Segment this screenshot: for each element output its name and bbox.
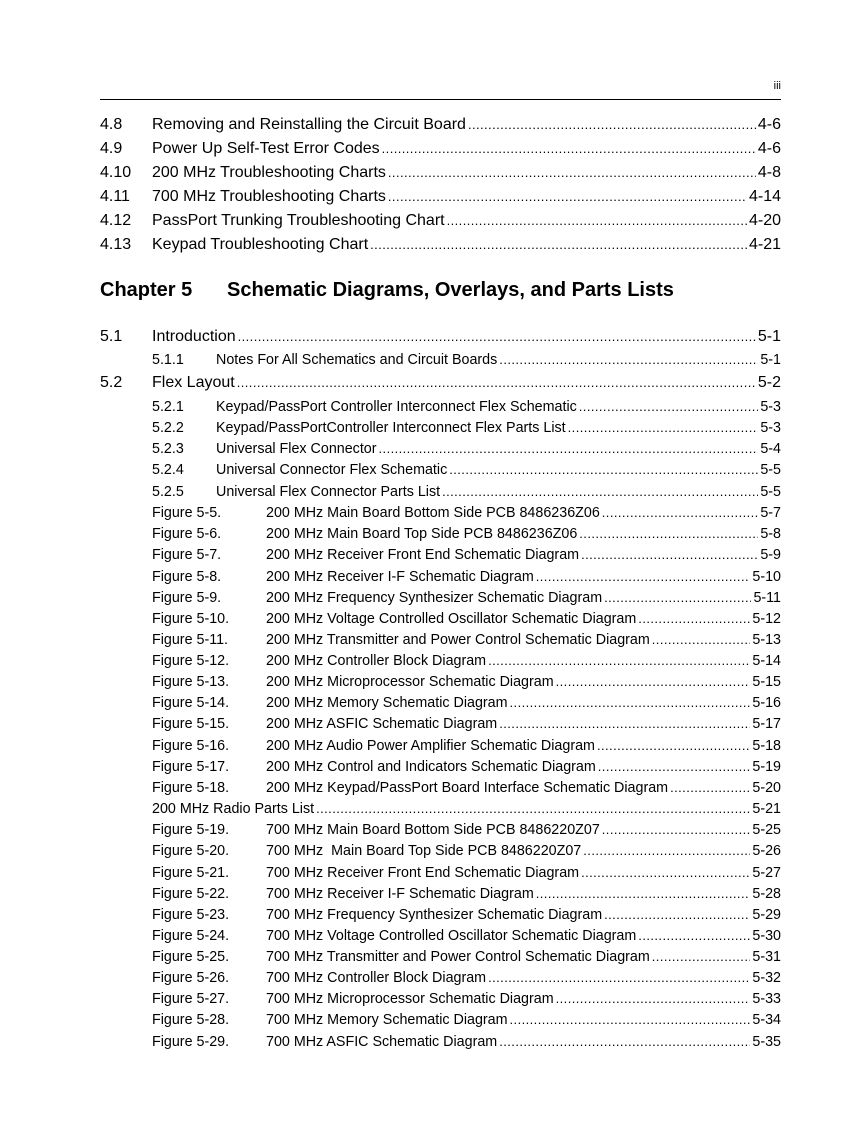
entry-title: Keypad Troubleshooting Chart <box>152 236 369 253</box>
entry-number: 5.1 <box>100 328 123 345</box>
entry-page: 5-15 <box>752 674 781 690</box>
dot-leader <box>602 505 759 521</box>
entry-page: 4-20 <box>748 212 781 229</box>
entry-number: 5.2.4 <box>152 462 184 478</box>
entry-page: 5-27 <box>752 865 781 881</box>
toc-entry-5-1-1[interactable] <box>100 352 781 372</box>
entry-number: Figure 5-27. <box>152 991 230 1007</box>
dot-leader <box>442 484 758 500</box>
entry-page: 5-13 <box>752 632 781 648</box>
entry-number: 5.2.1 <box>152 399 184 415</box>
toc-entry-4-9[interactable] <box>100 140 781 162</box>
dot-leader <box>237 374 756 392</box>
dot-leader <box>602 822 751 838</box>
entry-title: 200 MHz Memory Schematic Diagram <box>266 695 508 711</box>
toc-entry-5-2-3[interactable] <box>100 441 781 461</box>
entry-page: 5-3 <box>760 420 781 436</box>
toc-entry-4-8[interactable] <box>100 116 781 138</box>
dot-leader <box>597 738 750 754</box>
entry-title: Universal Flex Connector Parts List <box>216 484 441 500</box>
entry-page: 4-21 <box>748 236 781 253</box>
toc-figure-5-15[interactable] <box>100 716 781 736</box>
entry-number: Figure 5-6. <box>152 526 222 542</box>
dot-leader <box>382 140 756 158</box>
entry-page: 5-10 <box>752 569 781 585</box>
entry-number: Figure 5-20. <box>152 843 230 859</box>
toc-figure-5-10[interactable] <box>100 611 781 631</box>
entry-title: 200 MHz Control and Indicators Schematic Diagram <box>266 759 596 775</box>
toc-figure-5-26[interactable] <box>100 970 781 990</box>
entry-page: 5-1 <box>757 328 781 345</box>
dot-leader <box>579 399 759 415</box>
entry-title: 700 MHz Memory Schematic Diagram <box>266 1012 508 1028</box>
toc-figure-5-20[interactable] <box>100 843 781 863</box>
toc-figure-5-16[interactable] <box>100 738 781 758</box>
entry-title: 700 MHz Troubleshooting Charts <box>152 188 386 205</box>
toc-figure-5-12[interactable] <box>100 653 781 673</box>
dot-leader <box>370 236 747 254</box>
entry-page: 5-28 <box>752 886 781 902</box>
entry-title: 200 MHz Receiver I-F Schematic Diagram <box>266 569 534 585</box>
toc-figure-5-8[interactable] <box>100 569 781 589</box>
dot-leader <box>499 1034 750 1050</box>
toc-entry-4-12[interactable] <box>100 212 781 234</box>
dot-leader <box>581 865 750 881</box>
entry-page: 4-14 <box>748 188 781 205</box>
toc-entry-5-2-4[interactable] <box>100 462 781 482</box>
toc-figure-5-28[interactable] <box>100 1012 781 1032</box>
entry-title: 200 MHz Transmitter and Power Control Schematic Diagram <box>266 632 650 648</box>
entry-title: 700 MHz Receiver Front End Schematic Diagram <box>266 865 580 881</box>
entry-title: 200 MHz Audio Power Amplifier Schematic Diagram <box>266 738 595 754</box>
toc-figure-5-22[interactable] <box>100 886 781 906</box>
entry-title: 200 MHz Controller Block Diagram <box>266 653 487 669</box>
chapter-heading <box>100 279 781 302</box>
dot-leader <box>536 569 751 585</box>
chapter-title: Schematic Diagrams, Overlays, and Parts Lists <box>227 279 674 301</box>
toc-figure-5-18[interactable] <box>100 780 781 800</box>
entry-number: 4.10 <box>100 164 132 181</box>
entry-title: 200 MHz Radio Parts List <box>152 801 315 817</box>
entry-title: 200 MHz Keypad/PassPort Board Interface Schematic Diagram <box>266 780 669 796</box>
entry-number: Figure 5-19. <box>152 822 230 838</box>
toc-entry-5-2[interactable] <box>100 374 781 396</box>
entry-number: 5.2.5 <box>152 484 184 500</box>
entry-number: 4.11 <box>100 188 130 205</box>
entry-number: Figure 5-9. <box>152 590 222 606</box>
entry-page: 5-33 <box>752 991 781 1007</box>
entry-number: 5.2 <box>100 374 123 391</box>
page-number: iii <box>773 80 781 92</box>
dot-leader <box>388 188 747 206</box>
dot-leader <box>379 441 759 457</box>
toc-entry-4-10[interactable] <box>100 164 781 186</box>
entry-title: Power Up Self-Test Error Codes <box>152 140 380 157</box>
entry-number: Figure 5-21. <box>152 865 230 881</box>
entry-number: Figure 5-25. <box>152 949 230 965</box>
entry-number: Figure 5-22. <box>152 886 230 902</box>
dot-leader <box>638 928 750 944</box>
entry-title: PassPort Trunking Troubleshooting Chart <box>152 212 445 229</box>
entry-page: 5-30 <box>752 928 781 944</box>
entry-title: 200 MHz Main Board Top Side PCB 8486236Z06 <box>266 526 578 542</box>
entry-page: 5-17 <box>752 716 781 732</box>
entry-number: Figure 5-7. <box>152 547 222 563</box>
entry-number: 5.1.1 <box>152 352 184 368</box>
entry-page: 5-12 <box>752 611 781 627</box>
entry-page: 5-5 <box>760 462 781 478</box>
toc-entry-200mhz-parts-list[interactable] <box>100 801 781 821</box>
toc-figure-5-29[interactable] <box>100 1034 781 1054</box>
toc-entry-4-13[interactable] <box>100 236 781 258</box>
dot-leader <box>556 991 751 1007</box>
dot-leader <box>499 716 750 732</box>
toc-entry-4-11[interactable] <box>100 188 781 210</box>
entry-title: 200 MHz Receiver Front End Schematic Diagram <box>266 547 580 563</box>
toc-figure-5-11[interactable] <box>100 632 781 652</box>
entry-number: Figure 5-12. <box>152 653 230 669</box>
dot-leader <box>238 328 756 346</box>
entry-page: 5-26 <box>752 843 781 859</box>
entry-page: 5-29 <box>752 907 781 923</box>
entry-page: 5-25 <box>752 822 781 838</box>
header-rule <box>100 99 781 100</box>
toc-figure-5-9[interactable] <box>100 590 781 610</box>
dot-leader <box>499 352 758 368</box>
entry-title: 700 MHz Transmitter and Power Control Schematic Diagram <box>266 949 650 965</box>
toc-figure-5-6[interactable] <box>100 526 781 546</box>
dot-leader <box>581 547 758 563</box>
entry-page: 5-9 <box>760 547 781 563</box>
toc-entry-5-2-1[interactable] <box>100 399 781 419</box>
entry-page: 5-21 <box>752 801 781 817</box>
entry-title: 200 MHz Voltage Controlled Oscillator Schematic Diagram <box>266 611 637 627</box>
entry-title: 700 MHz Frequency Synthesizer Schematic Diagram <box>266 907 603 923</box>
dot-leader <box>468 116 756 134</box>
entry-number: 4.12 <box>100 212 132 229</box>
entry-page: 5-11 <box>753 590 781 606</box>
entry-title: 200 MHz Main Board Bottom Side PCB 8486236Z06 <box>266 505 600 521</box>
entry-page: 5-14 <box>752 653 781 669</box>
toc-figure-5-27[interactable] <box>100 991 781 1011</box>
toc-figure-5-14[interactable] <box>100 695 781 715</box>
dot-leader <box>604 907 750 923</box>
entry-number: Figure 5-13. <box>152 674 230 690</box>
entry-page: 5-4 <box>760 441 781 457</box>
entry-page: 5-34 <box>752 1012 781 1028</box>
entry-number: 5.2.3 <box>152 441 184 457</box>
entry-page: 5-20 <box>752 780 781 796</box>
dot-leader <box>510 695 751 711</box>
entry-number: 4.8 <box>100 116 123 133</box>
entry-page: 4-8 <box>757 164 781 181</box>
toc-figure-5-21[interactable] <box>100 865 781 885</box>
entry-page: 5-19 <box>752 759 781 775</box>
dot-leader <box>652 632 751 648</box>
entry-title: Notes For All Schematics and Circuit Boards <box>216 352 498 368</box>
entry-number: Figure 5-26. <box>152 970 230 986</box>
dot-leader <box>583 843 750 859</box>
entry-page: 5-2 <box>757 374 781 391</box>
entry-number: Figure 5-5. <box>152 505 222 521</box>
entry-page: 5-8 <box>760 526 781 542</box>
toc-entry-5-1[interactable] <box>100 328 781 350</box>
dot-leader <box>449 462 758 478</box>
dot-leader <box>536 886 751 902</box>
entry-page: 4-6 <box>757 140 781 157</box>
entry-page: 5-16 <box>752 695 781 711</box>
entry-title: 700 MHz Voltage Controlled Oscillator Schematic Diagram <box>266 928 637 944</box>
dot-leader <box>598 759 751 775</box>
toc-entry-5-2-5[interactable] <box>100 484 781 504</box>
entry-page: 5-3 <box>760 399 781 415</box>
entry-number: Figure 5-14. <box>152 695 230 711</box>
entry-number: Figure 5-15. <box>152 716 230 732</box>
chapter-label: Chapter 5 <box>100 279 193 301</box>
entry-number: 4.9 <box>100 140 123 157</box>
entry-number: Figure 5-16. <box>152 738 230 754</box>
toc-figure-5-25[interactable] <box>100 949 781 969</box>
dot-leader <box>638 611 750 627</box>
toc-figure-5-5[interactable] <box>100 505 781 525</box>
entry-page: 5-18 <box>752 738 781 754</box>
entry-title: Universal Flex Connector <box>216 441 377 457</box>
entry-title: Universal Connector Flex Schematic <box>216 462 448 478</box>
entry-number: Figure 5-18. <box>152 780 230 796</box>
entry-title: 700 MHz Receiver I-F Schematic Diagram <box>266 886 534 902</box>
entry-title: 700 MHz Main Board Top Side PCB 8486220Z07 <box>266 843 582 859</box>
toc-figure-5-19[interactable] <box>100 822 781 842</box>
dot-leader <box>652 949 751 965</box>
entry-page: 5-7 <box>760 505 781 521</box>
entry-page: 5-5 <box>760 484 781 500</box>
entry-title: Flex Layout <box>152 374 235 391</box>
entry-number: Figure 5-17. <box>152 759 230 775</box>
dot-leader <box>447 212 747 230</box>
entry-title: 200 MHz Frequency Synthesizer Schematic Diagram <box>266 590 603 606</box>
entry-title: 200 MHz ASFIC Schematic Diagram <box>266 716 498 732</box>
entry-title: Keypad/PassPort Controller Interconnect Flex Schematic <box>216 399 577 415</box>
entry-title: 700 MHz Controller Block Diagram <box>266 970 487 986</box>
entry-page: 5-35 <box>752 1034 781 1050</box>
entry-title: 700 MHz Microprocessor Schematic Diagram <box>266 991 554 1007</box>
toc-entry-5-2-2[interactable] <box>100 420 781 440</box>
toc-figure-5-13[interactable] <box>100 674 781 694</box>
dot-leader <box>316 801 750 817</box>
dot-leader <box>388 164 756 182</box>
entry-title: Introduction <box>152 328 236 345</box>
dot-leader <box>556 674 751 690</box>
entry-number: Figure 5-10. <box>152 611 230 627</box>
entry-number: 4.13 <box>100 236 132 253</box>
dot-leader <box>488 653 750 669</box>
toc-figure-5-17[interactable] <box>100 759 781 779</box>
entry-title: 200 MHz Troubleshooting Charts <box>152 164 386 181</box>
entry-page: 5-32 <box>752 970 781 986</box>
entry-page: 4-6 <box>757 116 781 133</box>
dot-leader <box>670 780 750 796</box>
entry-number: Figure 5-24. <box>152 928 230 944</box>
toc-figure-5-7[interactable] <box>100 547 781 567</box>
entry-title: 200 MHz Microprocessor Schematic Diagram <box>266 674 554 690</box>
entry-page: 5-1 <box>760 352 781 368</box>
dot-leader <box>510 1012 751 1028</box>
entry-number: 5.2.2 <box>152 420 184 436</box>
entry-title: Removing and Reinstalling the Circuit Board <box>152 116 466 133</box>
dot-leader <box>579 526 758 542</box>
entry-title: Keypad/PassPortController Interconnect Flex Parts List <box>216 420 566 436</box>
entry-number: Figure 5-8. <box>152 569 222 585</box>
entry-number: Figure 5-11. <box>152 632 229 648</box>
entry-page: 5-31 <box>752 949 781 965</box>
toc-figure-5-23[interactable] <box>100 907 781 927</box>
entry-number: Figure 5-29. <box>152 1034 230 1050</box>
entry-title: 700 MHz Main Board Bottom Side PCB 8486220Z07 <box>266 822 600 838</box>
dot-leader <box>604 590 751 606</box>
toc-figure-5-24[interactable] <box>100 928 781 948</box>
dot-leader <box>488 970 750 986</box>
entry-title: 700 MHz ASFIC Schematic Diagram <box>266 1034 498 1050</box>
dot-leader <box>568 420 759 436</box>
entry-number: Figure 5-28. <box>152 1012 230 1028</box>
entry-number: Figure 5-23. <box>152 907 230 923</box>
